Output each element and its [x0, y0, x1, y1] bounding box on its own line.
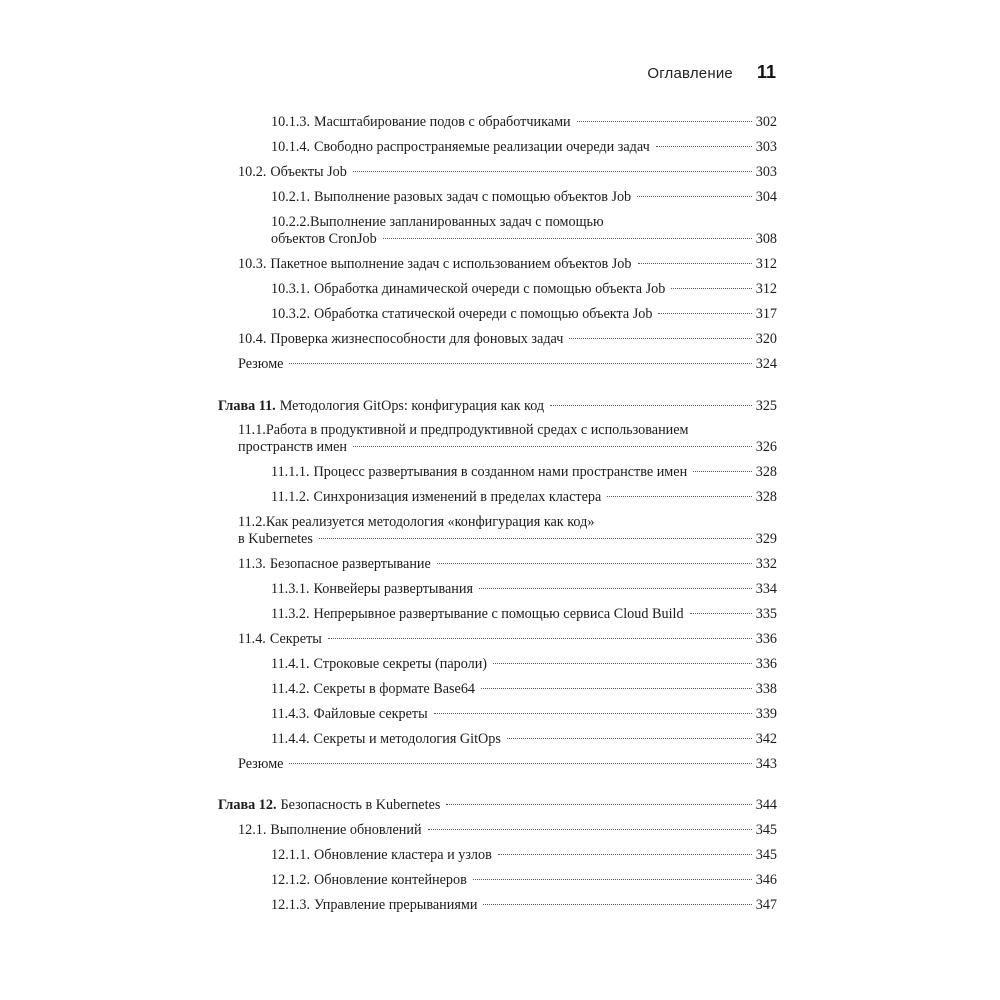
- toc-entry-number: 10.3.: [238, 256, 267, 272]
- header-title: Оглавление: [647, 65, 733, 82]
- toc-entry-title: Файловые секреты: [313, 706, 428, 722]
- toc-entry-title-line1: Работа в продуктивной и предпродуктивной средах с использованием: [265, 422, 689, 438]
- toc-entry-title: Синхронизация изменений в пределах кластера: [313, 489, 602, 505]
- toc-entry-title: Свободно распространяемые реализации очереди задач: [314, 139, 650, 155]
- toc-entry: [271, 581, 777, 598]
- toc-entry: [238, 256, 777, 273]
- toc-entry-number: 10.1.4.: [271, 139, 311, 155]
- toc-entry-title: Обработка динамической очереди с помощью объекта Job: [314, 281, 666, 297]
- toc-entry-title: Пакетное выполнение задач с использованием объектов Job: [270, 256, 632, 272]
- toc-page-number: 347: [755, 897, 777, 913]
- toc-entry-number: 10.2.2.: [271, 214, 311, 230]
- dot-leader: [446, 804, 752, 805]
- toc-entry-title-line1: Выполнение запланированных задач с помощью: [310, 214, 604, 230]
- toc-entry-line: [271, 847, 777, 864]
- toc-entry: [238, 631, 777, 648]
- toc-entry-line: [271, 872, 777, 889]
- toc-entry-number: 10.3.2.: [271, 306, 311, 322]
- dot-leader: [353, 446, 752, 447]
- toc-page-number: 342: [755, 731, 777, 747]
- toc-entry-title: Объекты Job: [270, 164, 347, 180]
- toc-entry-title: Управление прерываниями: [314, 897, 478, 913]
- toc-entry-title: в Kubernetes: [238, 531, 313, 547]
- dot-leader: [507, 738, 752, 739]
- toc-entry-line: [271, 489, 777, 506]
- toc-entry: [271, 281, 777, 298]
- toc-entry: [271, 681, 777, 698]
- toc-entry-number: 11.4.1.: [271, 656, 310, 672]
- toc-entry-title: Методология GitOps: конфигурация как код: [279, 398, 545, 414]
- toc-entry: [238, 556, 777, 573]
- dot-leader: [328, 638, 752, 639]
- toc-entry-number: 11.3.1.: [271, 581, 310, 597]
- toc-page-number: 329: [755, 531, 777, 547]
- toc-page-number: 303: [755, 164, 777, 180]
- toc-entry-line: [271, 139, 777, 156]
- toc-page-number: 338: [755, 681, 777, 697]
- toc-chapter-label: Глава 11.: [218, 398, 276, 414]
- toc-entry-number: 10.2.: [238, 164, 267, 180]
- toc-page-number: 303: [755, 139, 777, 155]
- toc-entry-number: 11.1.2.: [271, 489, 310, 505]
- toc-page-number: 336: [755, 656, 777, 672]
- dot-leader: [656, 146, 752, 147]
- toc-entry: [271, 139, 777, 156]
- dot-leader: [434, 713, 752, 714]
- toc-page-number: 344: [755, 797, 777, 813]
- dot-leader: [479, 588, 752, 589]
- toc-page-number: 317: [755, 306, 777, 322]
- toc-entry-first-line: [238, 422, 777, 439]
- toc-entry: [238, 164, 777, 181]
- toc-entry: [271, 872, 777, 889]
- toc-entry-number: 12.1.1.: [271, 847, 311, 863]
- toc-entry: [238, 822, 777, 839]
- toc-entry-line: [271, 656, 777, 673]
- dot-leader: [569, 338, 752, 339]
- toc-entry: [271, 606, 777, 623]
- dot-leader: [289, 763, 752, 764]
- toc-page-number: 324: [755, 356, 777, 372]
- toc-page-number: 312: [755, 281, 777, 297]
- toc-entry: [271, 464, 777, 481]
- toc-entry-title: Процесс развертывания в созданном нами пространстве имен: [313, 464, 688, 480]
- toc-entry-line: [218, 797, 777, 814]
- toc-page-number: 304: [755, 189, 777, 205]
- header-page-number: 11: [756, 62, 776, 82]
- toc-page-number: 339: [755, 706, 777, 722]
- toc-entry-first-line: [271, 214, 777, 231]
- toc-entry: [271, 656, 777, 673]
- toc-entry-line: [238, 556, 777, 573]
- toc-entry-number: 11.3.: [238, 556, 266, 572]
- toc-page-number: 326: [755, 439, 777, 455]
- dot-leader: [637, 196, 752, 197]
- toc-entry: [238, 356, 777, 373]
- toc-entry-line: [271, 731, 777, 748]
- toc-entry-number: 11.1.1.: [271, 464, 310, 480]
- dot-leader: [473, 879, 752, 880]
- toc-entry-title: Обработка статической очереди с помощью объекта Job: [314, 306, 653, 322]
- toc-entry-line: [218, 398, 777, 415]
- toc-page-number: 302: [755, 114, 777, 130]
- toc-entry-line: [271, 681, 777, 698]
- toc-entry-line: [271, 464, 777, 481]
- toc-page-number: 343: [755, 756, 777, 772]
- toc-entry-line: [271, 306, 777, 323]
- toc-entry-first-line: [238, 514, 777, 531]
- toc-entry-title: Конвейеры развертывания: [313, 581, 473, 597]
- toc-entry-number: 10.1.3.: [271, 114, 311, 130]
- toc-entry-number: 11.4.: [238, 631, 266, 647]
- toc-entry-line: [238, 822, 777, 839]
- dot-leader: [693, 471, 752, 472]
- dot-leader: [690, 613, 752, 614]
- toc-entry-title: Строковые секреты (пароли): [313, 656, 488, 672]
- toc-page-number: 345: [755, 847, 777, 863]
- toc-page-number: 320: [755, 331, 777, 347]
- toc-page-number: 332: [755, 556, 777, 572]
- toc-entry-line: [271, 189, 777, 206]
- toc-entry-line: [271, 114, 777, 131]
- toc-entry-number: 11.4.2.: [271, 681, 310, 697]
- toc-entry-number: 12.1.2.: [271, 872, 311, 888]
- toc-entry: [271, 847, 777, 864]
- toc-entry: [271, 306, 777, 323]
- toc-entry: [271, 706, 777, 723]
- toc-entry-line: [238, 756, 777, 773]
- toc-entry: [271, 731, 777, 748]
- dot-leader: [353, 171, 752, 172]
- toc-entry-number: 12.1.: [238, 822, 267, 838]
- dot-leader: [428, 829, 752, 830]
- toc-chapter-entry: [218, 398, 777, 415]
- toc-entry: [238, 422, 777, 456]
- toc-entry: [271, 897, 777, 914]
- toc-entry: [238, 331, 777, 348]
- toc-entry-line: [238, 531, 777, 548]
- toc-entry: [238, 756, 777, 773]
- dot-leader: [493, 663, 752, 664]
- toc-entry-title: Выполнение разовых задач с помощью объектов Job: [314, 189, 632, 205]
- toc-entry-title-line1: Как реализуется методология «конфигурация как код»: [265, 514, 595, 530]
- dot-leader: [483, 904, 752, 905]
- toc-entry-line: [271, 606, 777, 623]
- toc-entry-number: 11.4.4.: [271, 731, 310, 747]
- toc-entry-title: Выполнение обновлений: [270, 822, 422, 838]
- toc-entry: [271, 189, 777, 206]
- dot-leader: [577, 121, 752, 122]
- toc-entry-number: 10.2.1.: [271, 189, 311, 205]
- toc-entry-number: 12.1.3.: [271, 897, 311, 913]
- toc-page-number: 328: [755, 489, 777, 505]
- dot-leader: [498, 854, 752, 855]
- toc-entry-line: [238, 439, 777, 456]
- toc-page-number: 335: [755, 606, 777, 622]
- dot-leader: [671, 288, 752, 289]
- toc-entry-title: Обновление кластера и узлов: [314, 847, 492, 863]
- toc-entry: [271, 214, 777, 248]
- toc-entry-line: [238, 356, 777, 373]
- toc-page-number: 312: [755, 256, 777, 272]
- toc-entry-number: 11.3.2.: [271, 606, 310, 622]
- toc-entry-title: Резюме: [238, 756, 284, 772]
- dot-leader: [481, 688, 752, 689]
- dot-leader: [638, 263, 753, 264]
- dot-leader: [550, 405, 752, 406]
- toc-page-number: 328: [755, 464, 777, 480]
- toc-entry-title: Обновление контейнеров: [314, 872, 467, 888]
- toc-chapter-label: Глава 12.: [218, 797, 277, 813]
- dot-leader: [607, 496, 752, 497]
- toc-entry-title: Проверка жизнеспособности для фоновых задач: [270, 331, 564, 347]
- toc-page-number: 336: [755, 631, 777, 647]
- toc-entry-line: [271, 581, 777, 598]
- toc-entry-number: 10.4.: [238, 331, 267, 347]
- toc-chapter-entry: [218, 797, 777, 814]
- toc-entry-line: [238, 256, 777, 273]
- toc-page-number: 346: [755, 872, 777, 888]
- toc-page-number: 334: [755, 581, 777, 597]
- toc-entry-title: Масштабирование подов с обработчиками: [314, 114, 571, 130]
- toc-page-number: 308: [755, 231, 777, 247]
- toc-entry-line: [238, 631, 777, 648]
- toc-page-number: 345: [755, 822, 777, 838]
- toc-entry-title: Секреты: [269, 631, 322, 647]
- toc-entry-number: 11.4.3.: [271, 706, 310, 722]
- toc-entry-title: Резюме: [238, 356, 284, 372]
- dot-leader: [658, 313, 752, 314]
- toc-entry-number: 10.3.1.: [271, 281, 311, 297]
- dot-leader: [437, 563, 752, 564]
- toc-entry-title: Безопасное развертывание: [269, 556, 431, 572]
- toc-entry-title: Секреты и методология GitOps: [313, 731, 501, 747]
- dot-leader: [289, 363, 752, 364]
- toc-entry: [271, 114, 777, 131]
- toc-entry-number: 11.1.: [238, 422, 266, 438]
- toc-entry-line: [238, 164, 777, 181]
- toc-entry: [238, 514, 777, 548]
- toc-entry-title: объектов CronJob: [271, 231, 377, 247]
- toc-entry-title: Секреты в формате Base64: [313, 681, 476, 697]
- toc-entry-line: [271, 231, 777, 248]
- toc-entry-title: пространств имен: [238, 439, 347, 455]
- toc-entry-title: Непрерывное развертывание с помощью сервиса Cloud Build: [313, 606, 684, 622]
- toc-entry-number: 11.2.: [238, 514, 266, 530]
- dot-leader: [383, 238, 752, 239]
- toc-entry-line: [238, 331, 777, 348]
- toc-entry-line: [271, 706, 777, 723]
- toc-page-number: 325: [755, 398, 777, 414]
- toc-entry-line: [271, 897, 777, 914]
- toc-entry: [271, 489, 777, 506]
- toc-entry-line: [271, 281, 777, 298]
- dot-leader: [319, 538, 752, 539]
- toc-entry-title: Безопасность в Kubernetes: [280, 797, 441, 813]
